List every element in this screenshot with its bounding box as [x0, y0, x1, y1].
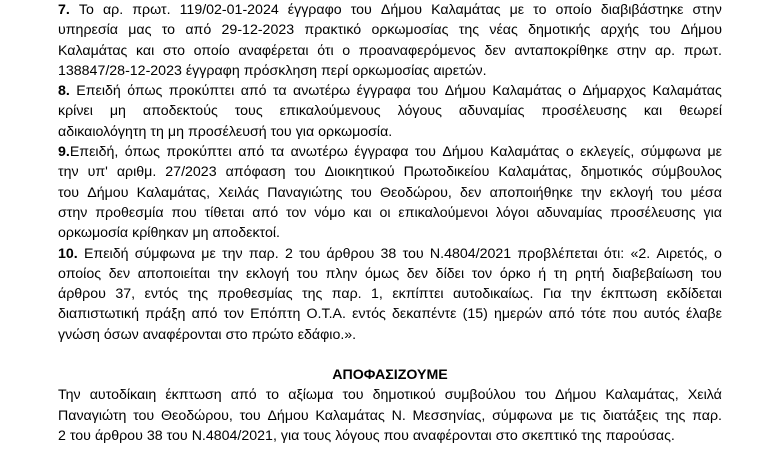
- paragraph-lead: 9.Επειδή,: [58, 144, 119, 161]
- word: 38: [146, 427, 163, 444]
- word: ορκωμοσία.: [318, 123, 393, 140]
- word: του: [166, 427, 188, 444]
- word: από: [191, 306, 218, 323]
- word: Επειδή: [76, 83, 121, 100]
- word: διατάξεις: [602, 407, 659, 424]
- word: προσέλευσης: [541, 103, 627, 120]
- word: εντός: [144, 286, 179, 303]
- word: αναφέρονται: [412, 427, 492, 444]
- word: «2.: [630, 245, 651, 262]
- word: άρθρου: [58, 286, 106, 303]
- word: αναφέρονται: [142, 326, 222, 343]
- word: εδάφιο.».: [297, 326, 357, 343]
- word: προσέλευσή: [187, 123, 267, 140]
- word: για: [280, 427, 300, 444]
- word: το: [265, 387, 280, 404]
- word: τίθεται: [204, 204, 245, 221]
- word: παρ.: [692, 407, 722, 424]
- word: τη: [150, 123, 164, 140]
- word: αυτός: [643, 306, 680, 323]
- word: ανταποκρίθηκε: [514, 42, 609, 59]
- word: του: [661, 184, 683, 201]
- word: του: [299, 245, 321, 262]
- word: την: [217, 265, 239, 282]
- word: και: [136, 42, 155, 59]
- word: της: [665, 407, 686, 424]
- word: 38: [380, 245, 397, 262]
- word: νόμο: [314, 204, 346, 221]
- word: του: [270, 123, 292, 140]
- text-line: [58, 162, 722, 182]
- word: πρωτ.: [132, 2, 171, 18]
- word: δεν: [108, 265, 131, 282]
- word: έγγραφα: [356, 83, 411, 100]
- paragraphs: [58, 0, 722, 345]
- word: αναφέρεται: [238, 42, 309, 59]
- word: άρθρου: [326, 245, 375, 262]
- word: ανωτέρω: [293, 83, 351, 100]
- paragraph-number: 9.: [58, 144, 70, 161]
- word: Ο.Τ.Α.: [306, 306, 346, 323]
- word: έγγραφα: [354, 144, 409, 161]
- word: έγγραφο: [287, 2, 342, 18]
- word: τα: [272, 83, 287, 100]
- text-line: [58, 264, 722, 284]
- word: αριθμ.: [116, 164, 157, 181]
- word: την: [222, 245, 243, 262]
- word: αποδεκτοί.: [212, 225, 280, 242]
- word: Για: [542, 286, 562, 303]
- word: εκλογή: [609, 184, 653, 201]
- text-line: [58, 101, 722, 121]
- word: την: [570, 286, 592, 303]
- word: Επόπτη: [250, 306, 301, 323]
- text-line: [58, 142, 722, 162]
- word: Καλαμάτας,: [605, 387, 679, 404]
- word: τους: [234, 103, 263, 120]
- text-line: [58, 406, 722, 426]
- word: όσων: [103, 326, 139, 343]
- word: 29-12-2023: [221, 22, 295, 39]
- word: σύμφωνα: [492, 407, 553, 424]
- word: του: [69, 427, 91, 444]
- word: συμβούλου: [444, 387, 516, 404]
- word: λόγοι: [495, 204, 529, 221]
- word: την: [580, 184, 602, 201]
- text-line: [58, 426, 722, 446]
- paragraph-lead: [58, 81, 70, 101]
- word: παρούσας.: [605, 427, 675, 444]
- word: εκδίδεται: [666, 286, 722, 303]
- word: πρακτικό: [304, 22, 362, 39]
- word: μέσα: [690, 184, 722, 201]
- word: προθεσμίας: [217, 286, 293, 303]
- word: σύμφωνα: [134, 245, 196, 262]
- word: που: [171, 204, 197, 221]
- word: Παναγιώτης: [267, 184, 343, 201]
- word: πρωτ.: [683, 42, 722, 59]
- word: Καλαμάτας: [431, 2, 501, 18]
- word: για: [295, 123, 315, 140]
- word: του: [649, 22, 671, 39]
- text-line: [58, 41, 722, 61]
- word: στο: [495, 427, 518, 444]
- word: Καλαμάτας: [490, 144, 560, 161]
- word: λόγους: [335, 427, 380, 444]
- word: Αιρετός,: [656, 245, 708, 262]
- word: Ν.: [391, 407, 406, 424]
- word: το: [161, 22, 176, 39]
- word: Καλαμάτας: [315, 407, 385, 424]
- word: Ν.4804/2021,: [191, 427, 277, 444]
- word: από: [185, 22, 212, 39]
- text-line: [58, 385, 722, 405]
- word: και: [353, 204, 372, 221]
- word: αποποιήθηκε: [489, 184, 573, 201]
- word: ορκωμοσίας: [371, 22, 449, 39]
- word: δίδει: [435, 265, 465, 282]
- word: ο: [568, 83, 577, 100]
- word: του: [417, 83, 439, 100]
- word: δεν: [460, 184, 482, 201]
- word: Καλαμάτας,: [498, 164, 572, 181]
- text-line: [58, 203, 722, 223]
- word: σύμφωνα: [640, 144, 702, 161]
- word: τον: [223, 306, 244, 323]
- word: μη: [192, 225, 209, 242]
- word: το: [533, 2, 547, 18]
- word: έκπτωση: [165, 387, 222, 404]
- word: απόφαση: [225, 164, 286, 181]
- word: 1,: [371, 286, 383, 303]
- word: Χειλάς: [218, 184, 260, 201]
- word: εκπίπτει: [392, 286, 444, 303]
- text-line: [58, 244, 722, 264]
- word: Παναγιώτη: [58, 407, 127, 424]
- word: δημοτικός: [580, 164, 643, 181]
- word: οποίο: [193, 42, 230, 59]
- word: στο: [225, 326, 248, 343]
- word: Δήμου: [680, 22, 722, 39]
- text-line: [58, 61, 722, 81]
- word: Μεσσηνίας,: [412, 407, 486, 424]
- word: 138847/28-12-2023: [58, 62, 182, 79]
- word: του: [350, 2, 372, 18]
- word: του: [133, 407, 155, 424]
- word: του: [700, 265, 722, 282]
- word: ρητή: [574, 265, 605, 282]
- word: πλην: [325, 265, 358, 282]
- text-line: [58, 122, 722, 142]
- word: όμως: [365, 265, 400, 282]
- word: δεν: [406, 265, 429, 282]
- word: ημερών: [493, 306, 543, 323]
- word: υπ': [87, 164, 108, 181]
- word: προσέλευσης: [610, 204, 696, 221]
- word: πράξη: [145, 306, 186, 323]
- word: θεωρεί: [679, 103, 722, 120]
- word: ότι: [317, 42, 334, 59]
- word: μη: [167, 123, 184, 140]
- word: στο: [162, 42, 185, 59]
- word: προαναφερόμενος: [358, 42, 476, 59]
- word: ο: [714, 245, 722, 262]
- paragraph-number: 10.: [58, 245, 78, 262]
- word: του: [342, 387, 364, 404]
- word: Δήμου: [87, 184, 129, 201]
- word: όρκο: [499, 265, 531, 282]
- word: υπηρεσία: [58, 22, 118, 39]
- word: σύμβουλος: [651, 164, 722, 181]
- word: έγγραφη: [185, 62, 240, 79]
- word: ο: [565, 144, 574, 161]
- word: επικαλούμενοι: [398, 204, 488, 221]
- word: του: [294, 164, 316, 181]
- word: στην: [58, 204, 88, 221]
- word: αυτοδίκαιη: [89, 387, 157, 404]
- word: αδυναμίας: [536, 204, 603, 221]
- word: γνώση: [58, 326, 100, 343]
- word: άρθρου: [94, 427, 143, 444]
- word: από: [240, 83, 267, 100]
- spacer: [58, 345, 722, 365]
- word: Διοικητικού: [324, 164, 395, 181]
- word: πρόσκληση: [243, 62, 317, 79]
- text-line: [58, 325, 722, 345]
- word: 37,: [115, 286, 136, 303]
- word: του: [524, 387, 546, 404]
- word: δημοτικού: [372, 387, 436, 404]
- word: αρχής: [600, 22, 640, 39]
- word: παρ.: [248, 245, 279, 262]
- word: ορκωμοσίας: [352, 62, 430, 79]
- word: αδυναμίας: [458, 103, 525, 120]
- word: από: [238, 144, 265, 161]
- word: Πρωτοδικείου: [403, 164, 490, 181]
- word: από: [230, 387, 257, 404]
- word: Δήμου: [444, 83, 486, 100]
- word: του: [239, 407, 261, 424]
- word: την: [58, 164, 79, 181]
- word: από: [252, 204, 279, 221]
- word: 2: [284, 245, 293, 262]
- word: κρίθηκαν: [132, 225, 189, 242]
- text-line: [58, 81, 722, 101]
- word: διαβεβαίωση: [612, 265, 694, 282]
- word: με: [201, 245, 216, 262]
- word: του: [58, 184, 80, 201]
- word: Δήμου: [267, 407, 309, 424]
- word: διαπιστωτική: [58, 306, 139, 323]
- text-line: [58, 284, 722, 304]
- word: του: [414, 144, 436, 161]
- word: αρ.: [654, 42, 676, 59]
- word: προκύπτει: [168, 83, 235, 100]
- word: τους: [303, 427, 332, 444]
- word: 2: [58, 427, 66, 444]
- word: οποίο: [555, 2, 592, 18]
- word: δημοτικής: [528, 22, 591, 39]
- word: Δήμου: [555, 387, 597, 404]
- text-line: [58, 0, 722, 20]
- word: αποδεκτούς: [142, 103, 218, 120]
- text-line: [58, 183, 722, 203]
- text-line: [58, 223, 722, 243]
- word: ορκωμοσία: [58, 225, 129, 242]
- word: εκλεγείς,: [580, 144, 635, 161]
- word: του: [402, 245, 424, 262]
- word: οποίος: [58, 265, 102, 282]
- word: αποποιείται: [137, 265, 211, 282]
- word: στην: [692, 2, 722, 18]
- word: 119/02-01-2024: [179, 2, 279, 18]
- word: δεν: [484, 42, 506, 59]
- paragraph-lead: [58, 0, 70, 20]
- word: με: [559, 407, 574, 424]
- word: σκεπτικό: [521, 427, 578, 444]
- word: Επειδή: [83, 245, 129, 262]
- decision-text: [58, 385, 722, 446]
- word: Χειλά: [687, 387, 722, 404]
- word: έκπτωση: [600, 286, 658, 303]
- word: τότε: [580, 306, 607, 323]
- word: προβλέπεται: [517, 245, 598, 262]
- document-page: [58, 0, 722, 446]
- word: αυτοδικαίως.: [453, 286, 534, 303]
- word: Το: [78, 2, 94, 18]
- word: διαβιβάστηκε: [600, 2, 684, 18]
- word: οι: [379, 204, 391, 221]
- word: προκύπτει: [166, 144, 232, 161]
- word: όπως: [127, 83, 163, 100]
- word: Ν.4804/2021: [429, 245, 512, 262]
- word: Θεοδώρου,: [160, 407, 233, 424]
- word: Καλαμάτας: [652, 83, 722, 100]
- word: εκλογή: [245, 265, 290, 282]
- word: με: [509, 2, 525, 18]
- word: μη: [109, 103, 126, 120]
- word: τις: [580, 407, 596, 424]
- word: στην: [616, 42, 647, 59]
- word: της: [187, 286, 209, 303]
- word: Καλαμάτας,: [136, 184, 211, 201]
- word: ο: [342, 42, 351, 59]
- word: παρ.: [331, 286, 362, 303]
- word: τη: [553, 265, 568, 282]
- word: που: [612, 306, 638, 323]
- word: εντός: [352, 306, 386, 323]
- word: του: [350, 184, 372, 201]
- paragraph-lead: [58, 244, 78, 264]
- word: Δήμου: [380, 2, 423, 18]
- word: (15): [462, 306, 488, 323]
- word: νέας: [489, 22, 518, 39]
- word: της: [458, 22, 480, 39]
- word: που: [383, 427, 409, 444]
- word: όπως: [124, 144, 160, 161]
- word: ανωτέρω: [290, 144, 348, 161]
- paragraph-number: 8.: [58, 83, 70, 100]
- word: ή: [538, 265, 547, 282]
- word: αξίωμα: [288, 387, 334, 404]
- paragraph-number: 7.: [58, 2, 70, 18]
- word: δεκαπέντε: [391, 306, 457, 323]
- word: Καλαμάτας: [492, 83, 562, 100]
- word: Την: [58, 387, 81, 404]
- word: αδικαιολόγητη: [58, 123, 147, 140]
- word: της: [302, 286, 323, 303]
- word: επικαλούμενους: [279, 103, 381, 120]
- word: της: [581, 427, 602, 444]
- word: με: [707, 144, 722, 161]
- word: Θεοδώρου,: [379, 184, 452, 201]
- word: Δήμου: [442, 144, 484, 161]
- word: πρώτο: [251, 326, 294, 343]
- word: ότι:: [603, 245, 625, 262]
- word: και: [643, 103, 663, 120]
- word: τα: [270, 144, 285, 161]
- word: αιρετών.: [433, 62, 487, 79]
- word: για: [703, 204, 722, 221]
- word: τον: [471, 265, 493, 282]
- text-line: [58, 304, 722, 324]
- word: αρ.: [102, 2, 124, 18]
- text-line: [58, 20, 722, 40]
- word: μας: [128, 22, 152, 39]
- word: 27/2023: [165, 164, 217, 181]
- word: Δήμαρχος: [582, 83, 647, 100]
- word: του: [296, 265, 318, 282]
- word: Καλαμάτας: [58, 42, 128, 59]
- word: κρίνει: [58, 103, 93, 120]
- decision-heading: ΑΠΟΦΑΣΙΖΟΥΜΕ: [332, 367, 448, 384]
- word: έλαβε: [686, 306, 722, 323]
- word: τον: [286, 204, 307, 221]
- word: από: [548, 306, 575, 323]
- word: προθεσμία: [95, 204, 164, 221]
- word: περί: [320, 62, 349, 79]
- word: λόγους: [397, 103, 442, 120]
